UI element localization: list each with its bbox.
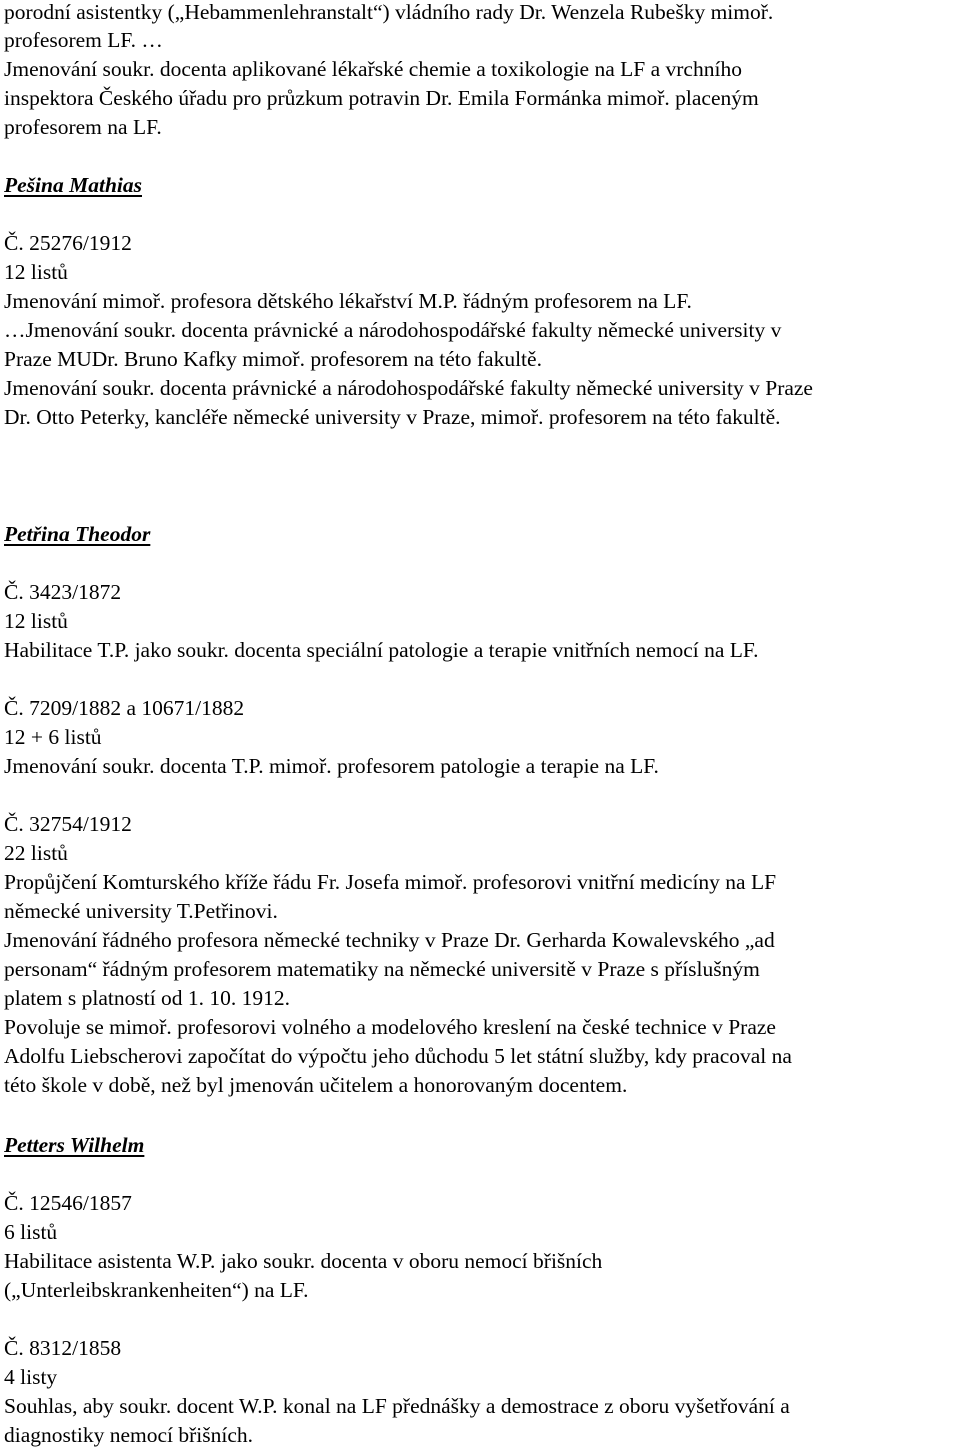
entry-text-line: Propůjčení Komturského kříže řádu Fr. Josefa mimoř. profesorovi vnitřní medicíny na LF — [4, 870, 777, 894]
entry-text-line: Habilitace asistenta W.P. jako soukr. docenta v oboru nemocí břišních — [4, 1249, 603, 1273]
file-number: Č. 12546/1857 — [4, 1191, 132, 1215]
file-number: Č. 25276/1912 — [4, 231, 132, 255]
entry-text-line: platem s platností od 1. 10. 1912. — [4, 986, 291, 1010]
entry-heading: Pešina Mathias — [4, 173, 142, 197]
entry-text-line: diagnostiky nemocí břišních. — [4, 1423, 254, 1447]
entry-text-line: Praze MUDr. Bruno Kafky mimoř. profesorem na této fakultě. — [4, 347, 542, 371]
sheet-count: 22 listů — [4, 841, 68, 865]
entry-text-line: této škole v době, než byl jmenován učitelem a honorovaným docentem. — [4, 1073, 628, 1097]
entry-text-line: Jmenování soukr. docenta právnické a národohospodářské fakulty německé university v Praze — [4, 376, 813, 400]
sheet-count: 12 listů — [4, 260, 68, 284]
entry-text-line: Habilitace T.P. jako soukr. docenta speciální patologie a terapie vnitřních nemocí na LF. — [4, 638, 759, 662]
file-number: Č. 32754/1912 — [4, 812, 132, 836]
entry-text-line: Povoluje se mimoř. profesorovi volného a modelového kreslení na české technice v Praze — [4, 1015, 776, 1039]
sheet-count: 12 listů — [4, 609, 68, 633]
entry-text-line: Dr. Otto Peterky, kancléře německé university v Praze, mimoř. profesorem na této fakultě. — [4, 405, 781, 429]
entry-text-line: personam“ řádným profesorem matematiky na německé universitě v Praze s příslušným — [4, 957, 760, 981]
entry-text-line: …Jmenování soukr. docenta právnické a národohospodářské fakulty německé university v — [4, 318, 782, 342]
entry-text-line: Adolfu Liebscherovi započítat do výpočtu jeho důchodu 5 let státní služby, kdy pracoval na — [4, 1044, 792, 1068]
entry-text-line: Jmenování řádného profesora německé techniky v Praze Dr. Gerharda Kowalevského „ad — [4, 928, 775, 952]
intro-line: profesorem LF. … — [4, 28, 163, 52]
file-number: Č. 8312/1858 — [4, 1336, 122, 1360]
entry-text-line: Jmenování soukr. docenta T.P. mimoř. profesorem patologie a terapie na LF. — [4, 754, 659, 778]
sheet-count: 4 listy — [4, 1365, 58, 1389]
entry-text-line: Souhlas, aby soukr. docent W.P. konal na LF přednášky a demostrace z oboru vyšetřování a — [4, 1394, 790, 1418]
intro-line: profesorem na LF. — [4, 115, 162, 139]
sheet-count: 6 listů — [4, 1220, 58, 1244]
intro-line: inspektora Českého úřadu pro průzkum potravin Dr. Emila Formánka mimoř. placeným — [4, 86, 759, 110]
sheet-count: 12 + 6 listů — [4, 725, 102, 749]
file-number: Č. 3423/1872 — [4, 580, 122, 604]
entry-heading: Petřina Theodor — [4, 522, 151, 546]
file-number: Č. 7209/1882 a 10671/1882 — [4, 696, 245, 720]
entry-text-line: německé university T.Petřinovi. — [4, 899, 278, 923]
intro-line: Jmenování soukr. docenta aplikované lékařské chemie a toxikologie na LF a vrchního — [4, 57, 742, 81]
entry-text-line: („Unterleibskrankenheiten“) na LF. — [4, 1278, 309, 1302]
entry-text-line: Jmenování mimoř. profesora dětského lékařství M.P. řádným profesorem na LF. — [4, 289, 692, 313]
entry-heading: Petters Wilhelm — [4, 1133, 145, 1157]
intro-line: porodní asistentky („Hebammenlehranstalt“) vládního rady Dr. Wenzela Rubešky mimoř. — [4, 0, 774, 24]
